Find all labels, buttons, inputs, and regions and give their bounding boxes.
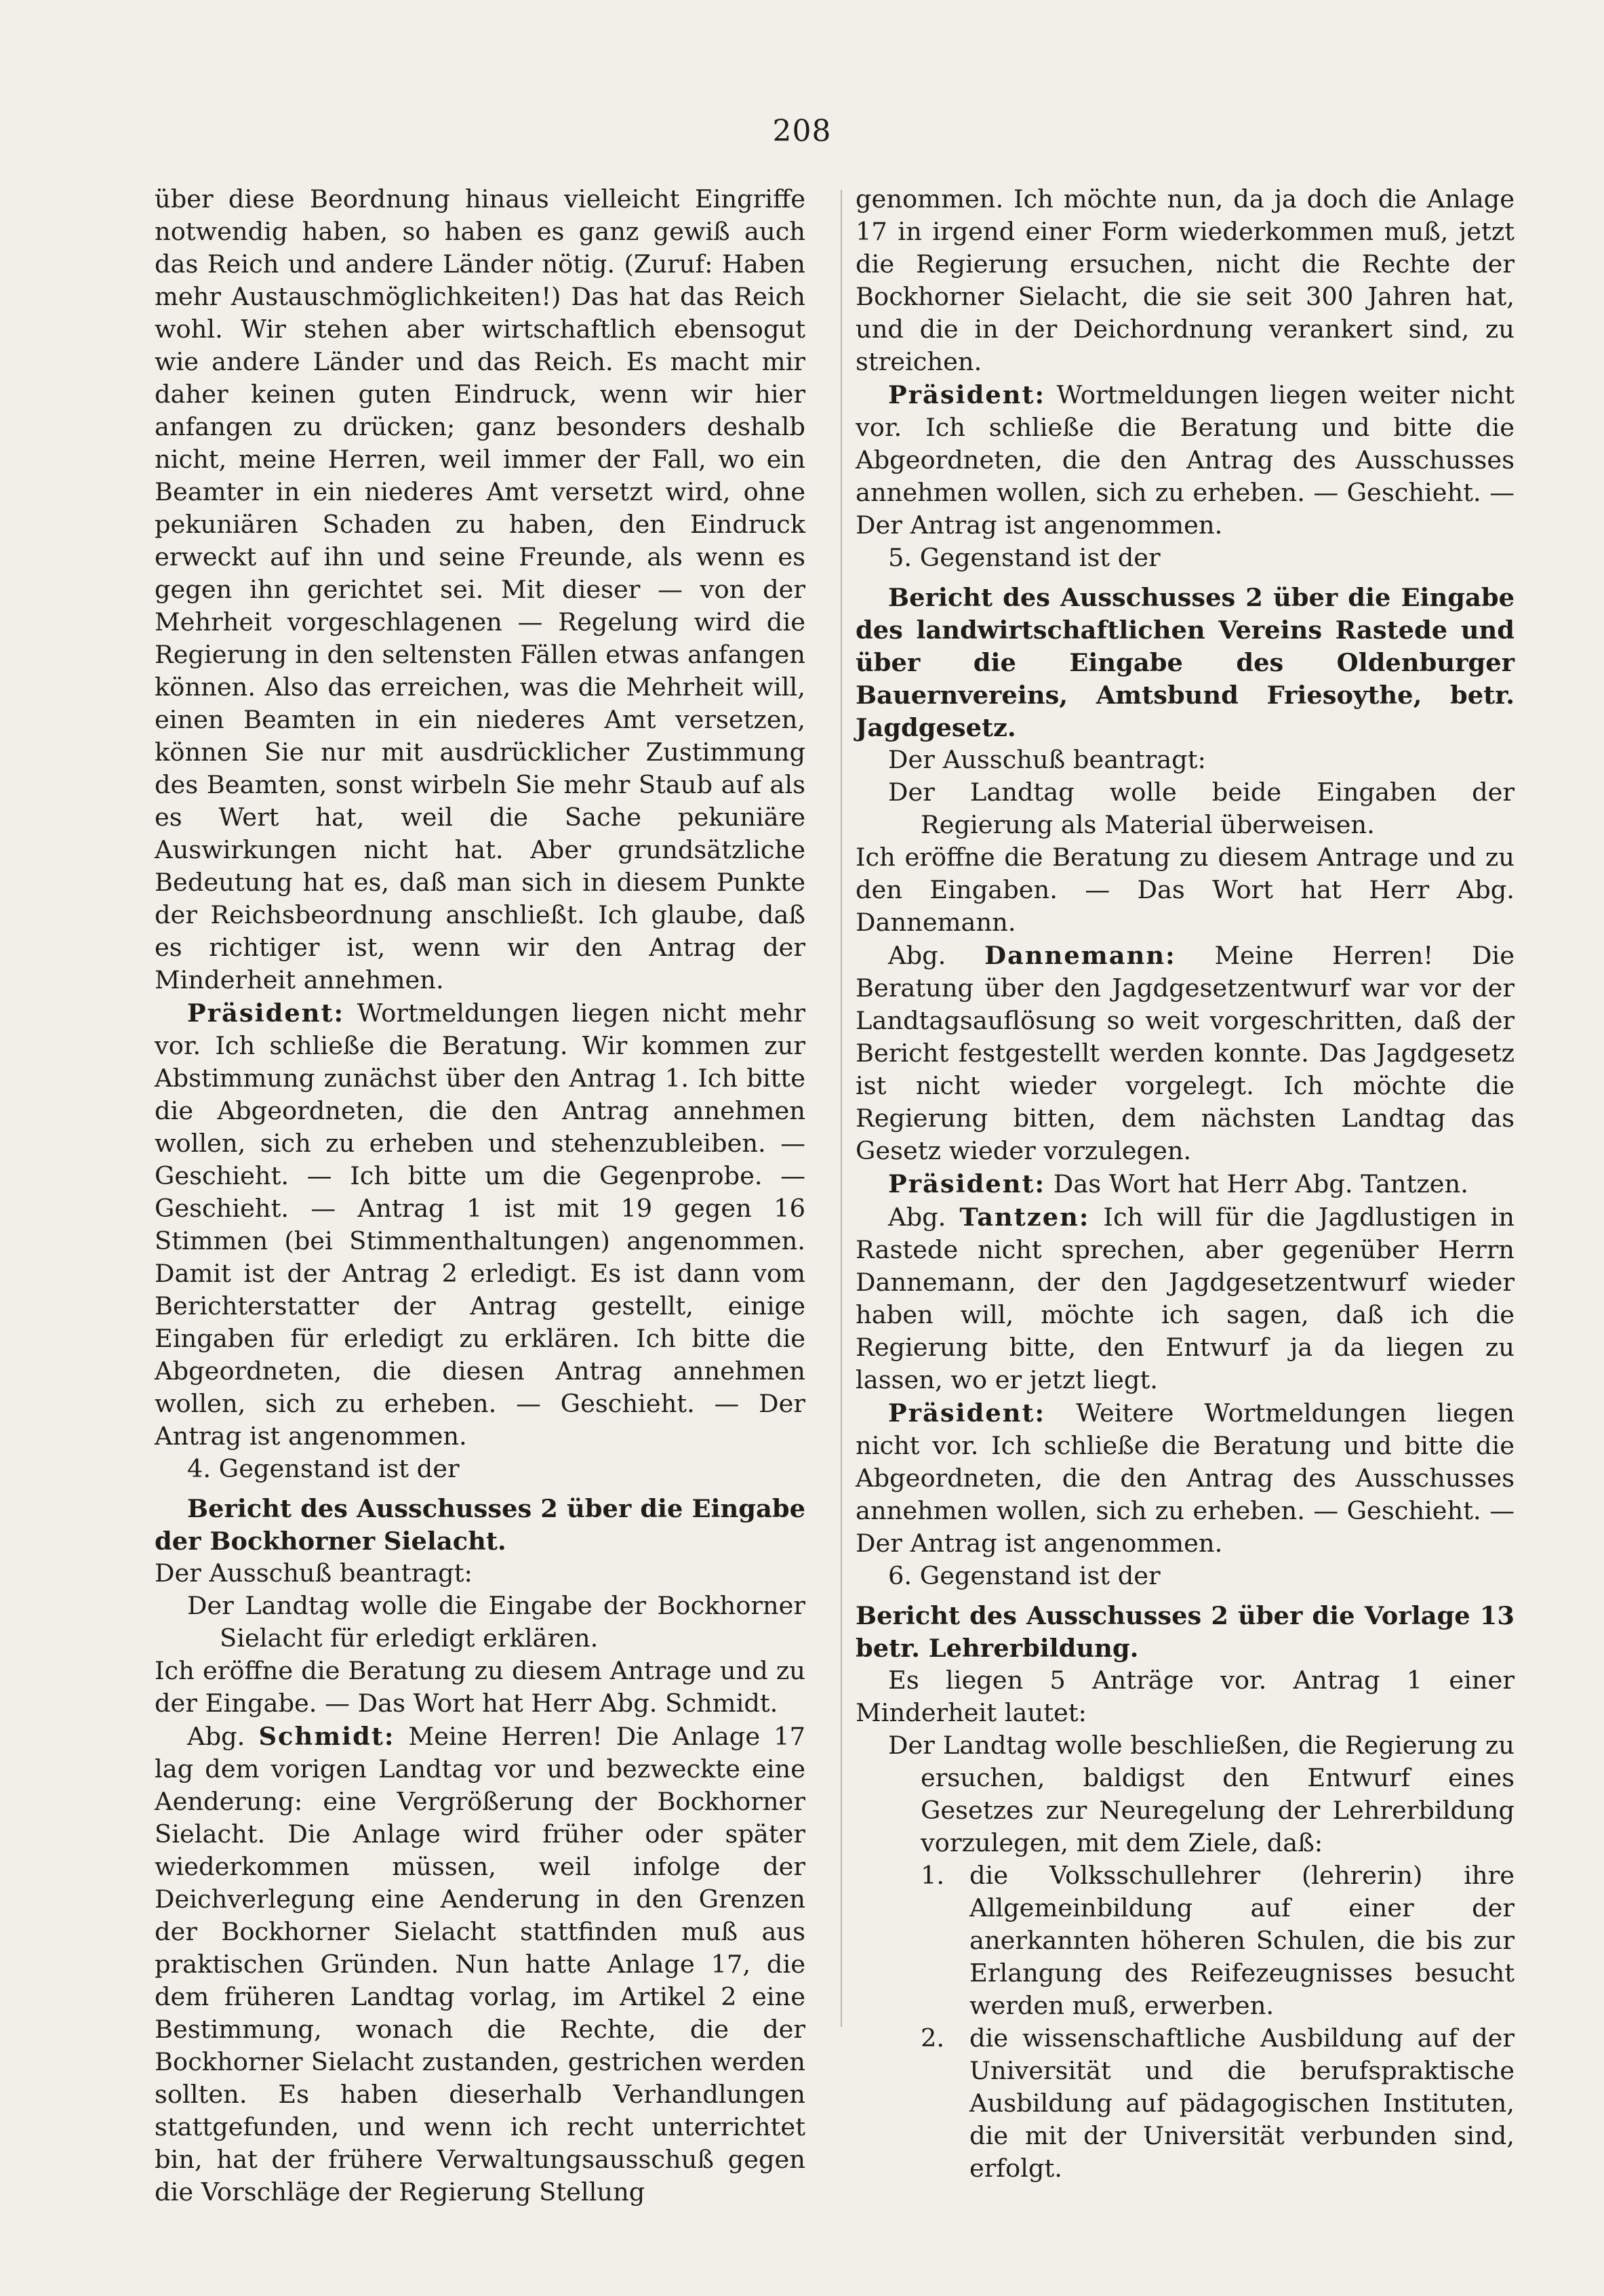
list-number: 1. (921, 1861, 945, 1890)
speaker-name: Dannemann: (984, 940, 1176, 970)
list-number: 2. (921, 2023, 945, 2053)
speaker-prefix: Abg. (888, 941, 985, 970)
list-item (921, 2022, 1515, 2185)
speaker-name: Präsident: (187, 998, 345, 1028)
motion-list (856, 1859, 1515, 2185)
statement-text: Meine Herren! Die Anlage 17 lag dem vorigen Landtag vor und bezweckte eine Aenderung: eine Vergrößerung der Bockhorner Sielacht. Die Anlage wird früher oder später wiederkommen müssen, weil infolge der Deichverlegung eine Aenderung in den Grenzen der Bockhorner Sielacht stattfinden muß aus praktischen Gründen. Nun hatte Anlage 17, die dem früheren Landtag vorlag, im Artikel 2 eine Bestimmung, wonach die Rechte, die der Bockhorner Sielacht zustanden, gestrichen werden sollten. Es haben dieserhalb Verhandlungen stattgefunden, und wenn ich recht unterrichtet bin, hat der frühere Verwaltungsausschuß gegen die Vorschläge der Regierung Stellung (155, 1722, 806, 2207)
paragraph: Ich eröffne die Beratung zu diesem Antrage und zu der Eingabe. — Das Wort hat Herr Abg. Schmidt. (155, 1656, 805, 1718)
speaker-prefix: Abg. (187, 1722, 259, 1751)
speaker-statement (155, 1720, 805, 2209)
list-item (921, 1859, 1515, 2022)
list-text: die wissenschaftliche Ausbildung auf der Universität und die berufspraktische Ausbildung auf pädagogischen Instituten, die mit der Universität verbunden sind, erfolgt. (969, 2023, 1515, 2183)
committee-motion-intro: Der Ausschuß beantragt: (155, 1558, 473, 1588)
president-statement (856, 1167, 1515, 1201)
motion-text: Der Landtag wolle beschließen, die Regierung zu ersuchen, baldigst den Entwurf eines Gesetzes zur Neuregelung der Lehrerbildung vorzulegen, mit dem Ziele, daß: (888, 1731, 1515, 1857)
page-number: 208 (772, 114, 832, 148)
paragraph: Ich eröffne die Beratung zu diesem Antrage und zu den Eingaben. — Das Wort hat Herr Abg. Dannemann. (856, 843, 1515, 937)
speaker-statement (856, 1201, 1515, 1396)
speaker-name: Tantzen: (959, 1202, 1090, 1232)
statement-text: Wortmeldungen liegen nicht mehr vor. Ich schließe die Beratung. Wir kommen zur Abstimmung zunächst über den Antrag 1. Ich bitte die Abgeordneten, die den Antrag annehmen wollen, sich zu erheben und stehenzubleiben. — Geschieht. — Ich bitte um die Gegenprobe. — Geschieht. — Antrag 1 ist mit 19 gegen 16 Stimmen (bei Stimmenthaltungen) angenommen. Damit ist der Antrag 2 erledigt. Es ist dann vom Berichterstatter der Antrag gestellt, einige Eingaben für erledigt zu erklären. Ich bitte die Abgeordneten, die diesen Antrag annehmen wollen, sich zu erheben. — Geschieht. — Der Antrag ist angenommen. (155, 999, 805, 1451)
agenda-item-intro: 6. Gegenstand ist der (888, 1561, 1161, 1590)
speaker-name: Präsident: (888, 1169, 1046, 1199)
column-divider (841, 190, 842, 2027)
statement-text: Das Wort hat Herr Abg. Tantzen. (1045, 1169, 1468, 1199)
speaker-statement (856, 939, 1515, 1167)
president-statement (155, 996, 805, 1453)
left-column (155, 183, 805, 2209)
committee-motion: Der Landtag wolle beide Eingaben der Regierung als Material überweisen. (888, 778, 1515, 839)
paragraph: genommen. Ich möchte nun, da ja doch die Anlage 17 in irgend einer Form wiederkommen muß, jetzt die Regierung ersuchen, nicht die Rechte der Bockhorner Sielacht, die sie seit 300 Jahren hat, und die in der Deichordnung verankert sind, zu streichen. (856, 184, 1515, 376)
agenda-heading: Bericht des Ausschusses 2 über die Eingabe des landwirtschaftlichen Vereins Rastede und über die Eingabe des Oldenburger Bauernvereins, Amtsbund Friesoythe, betr. Jagdgesetz. (856, 582, 1515, 742)
agenda-item-intro: 4. Gegenstand ist der (187, 1454, 460, 1483)
right-column (856, 183, 1515, 2185)
paragraph: über diese Beordnung hinaus vielleicht Eingriffe notwendig haben, so haben es ganz gewiß auch das Reich und andere Länder nötig. (Zuruf: Haben mehr Austauschmöglichkeiten!) Das hat das Reich wohl. Wir stehen aber wirtschaftlich ebensogut wie andere Länder und das Reich. Es macht mir daher keinen guten Eindruck, wenn wir hier anfangen zu drücken; ganz besonders deshalb nicht, meine Herren, weil immer der Fall, wo ein Beamter in ein niederes Amt versetzt wird, ohne pekuniären Schaden zu haben, den Eindruck erweckt auf ihn und seine Freunde, als wenn es gegen ihn gerichtet sei. Mit dieser — von der Mehrheit vorgeschlagenen — Regelung wird die Regierung in den seltensten Fällen etwas anfangen können. Also das erreichen, was die Mehrheit will, einen Beamten in ein niederes Amt versetzen, können Sie nur mit ausdrücklicher Zustimmung des Beamten, sonst wirbeln Sie mehr Staub auf als es Wert hat, weil die Sache pekuniäre Auswirkungen nicht hat. Aber grundsätzliche Bedeutung hat es, daß man sich in diesem Punkte der Reichsbeordnung anschließt. Ich glaube, daß es richtiger ist, wenn wir den Antrag der Minderheit annehmen. (155, 184, 805, 994)
president-statement (856, 378, 1515, 542)
speaker-prefix: Abg. (888, 1203, 960, 1232)
agenda-heading: Bericht des Ausschusses 2 über die Vorlage 13 betr. Lehrerbildung. (856, 1600, 1515, 1663)
statement-text: Meine Herren! Die Beratung über den Jagdgesetzentwurf war vor der Landtagsauflösung so weit vorgeschritten, daß der Bericht festgestellt werden konnte. Das Jagdgesetz ist nicht wieder vorgelegt. Ich möchte die Regierung bitten, dem nächsten Landtag das Gesetz wieder vorzulegen. (856, 941, 1515, 1165)
committee-motion: Der Landtag wolle die Eingabe der Bockhorner Sielacht für erledigt erklären. (187, 1591, 805, 1653)
committee-motion-intro: Der Ausschuß beantragt: (888, 745, 1206, 774)
agenda-heading: Bericht des Ausschusses 2 über die Eingabe der Bockhorner Sielacht. (155, 1493, 805, 1556)
statement-text: Weitere Wortmeldungen liegen nicht vor. Ich schließe die Beratung und bitte die Abgeordneten, die den Antrag des Ausschusses annehmen wollen, sich zu erheben. — Geschieht. — Der Antrag ist angenommen. (856, 1398, 1515, 1558)
statement-text: Ich will für die Jagdlustigen in Rastede nicht sprechen, aber gegenüber Herrn Dannemann, der den Jagdgesetzentwurf wieder haben will, möchte ich sagen, daß ich die Regierung bitte, den Entwurf ja da liegen zu lassen, wo er jetzt liegt. (856, 1203, 1515, 1394)
speaker-name: Schmidt: (258, 1721, 395, 1751)
president-statement (856, 1396, 1515, 1560)
statement-text: Wortmeldungen liegen weiter nicht vor. Ich schließe die Beratung und bitte die Abgeordneten, die den Antrag des Ausschusses annehmen wollen, sich zu erheben. — Geschieht. — Der Antrag ist angenommen. (856, 380, 1515, 540)
list-text: die Volksschullehrer (lehrerin) ihre Allgemeinbildung auf einer der anerkannten höheren Schulen, die bis zur Erlangung des Reifezeugnisses besucht werden muß, erwerben. (969, 1861, 1515, 2020)
agenda-item-intro: 5. Gegenstand ist der (888, 543, 1161, 572)
speaker-name: Präsident: (888, 1398, 1046, 1428)
speaker-name: Präsident: (888, 380, 1046, 409)
paragraph: Es liegen 5 Anträge vor. Antrag 1 einer Minderheit lautet: (856, 1666, 1515, 1727)
